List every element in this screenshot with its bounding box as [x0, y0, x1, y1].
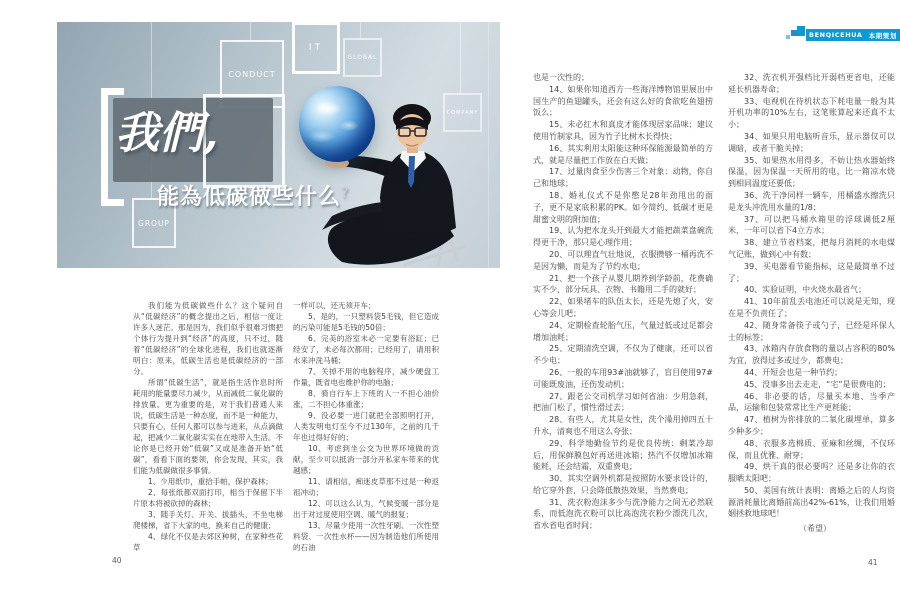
- paragraph: 1、少用纸巾，重拾手帕，保护森林；: [148, 477, 273, 486]
- paragraph: 50、美国有统计表明：离婚之后的人均资源消耗量比离婚前高出42%-61%，让我们用婚姻拯救地球吧！: [728, 485, 895, 519]
- hero-image: [57, 22, 500, 268]
- section-header-bar: [806, 29, 900, 41]
- paragraph: 47、植树为你排放的二氧化碳埋单，算多少种多少；: [728, 415, 895, 436]
- paragraph: 3、随手关灯、开关、拔插头，不坐电梯爬楼梯，省下大家的电，换来自己的健康；: [133, 510, 283, 530]
- header-section-title: 本期策划: [868, 31, 897, 40]
- paragraph: 一样可以，还无须开车；: [293, 301, 376, 310]
- paragraph: 6、完美的浴室未必一定要有浴缸；已经安了，未必每次都用；已经用了，请用积水来冲洗马桶；: [293, 334, 439, 365]
- paragraph: 16、其实利用太阳能这种环保能源最简单的方式，就是尽量把工作放在白天做；: [533, 143, 713, 165]
- paragraph: 30、其实空调外机都是按照防水要求设计的，给它穿外套，只会降低散热效果，当然费电；: [533, 474, 713, 495]
- paragraph: 22、如果堵车的队伍太长，还是先熄了火，安心等会儿吧；: [533, 297, 713, 318]
- paragraph: 33、电视机在待机状态下耗电量一般为其开机功率的10%左右，这笔账算起来还真不太小；: [728, 96, 895, 130]
- header-brand: BENQICEHUA: [809, 31, 863, 39]
- tag-label: GROUP: [138, 218, 170, 228]
- globe-graphic: [299, 86, 375, 162]
- mosaic-logo-icon: [785, 26, 805, 42]
- right-page-column-1: [533, 72, 713, 532]
- paragraph: 42、随身常备筷子或勺子，已经是环保人士的标签；: [728, 320, 895, 342]
- paragraph: 37、可以把马桶水箱里的浮球调低2厘米，一年可以省下4立方水；: [728, 214, 895, 236]
- paragraph: 41、10年前乱丢电池还可以说是无知，现在是不负责任了；: [728, 297, 895, 318]
- paragraph: 32、洗衣机开强档比开弱档更省电，还能延长机器寿命；: [728, 73, 895, 94]
- tag-label: COMPANY: [446, 109, 479, 116]
- paragraph: 8、骑自行车上下班的人一不担心油价涨，二不担心体重涨；: [293, 389, 439, 409]
- tag-label: GLOBAL: [347, 54, 378, 61]
- paragraph: 35、如果热水用得多，不妨让热水器始终保温，因为保温一天所用的电，比一箱凉水烧到相同温度还要低；: [728, 155, 895, 189]
- hero-subtitle-text: 能為低碳做些什么: [157, 185, 342, 210]
- paragraph: 13、尽量少使用一次性牙刷、一次性塑料袋、一次性水杯——因为制造他们所使用的石油: [293, 521, 439, 552]
- paragraph: 15、未必红木和真皮才能体现居家品味；建议使用竹制家具，因为竹子比树木长得快；: [533, 120, 713, 141]
- paragraph: 27、跟老公交司机学习如何省油：少用急刹，把油门松了，惯性滑过去；: [533, 391, 713, 413]
- paragraph: 25、定期清洗空调，不仅为了健康，还可以省不少电；: [533, 344, 713, 366]
- paragraph: 21、把一个孩子从婴儿期养到学龄前，花费确实不少，部分玩具、衣物、书籍用二手的就好；: [533, 273, 713, 295]
- paragraph: 14、如果你知道西方一些海洋博物馆里展出中国生产的鱼翅罐头，还会有这么好的食欲吃鱼翅捞饭么；: [533, 84, 713, 118]
- paragraph: 19、认为把水龙头开到最大才能把蔬菜盘碗洗得更干净，那只是心理作用；: [533, 226, 713, 248]
- paragraph: 所谓“低碳生活”，就是指生活作息时所耗用的能量要尽力减少，从而减低二氧化碳的排放量。更为重要的是，对于我们普通人来说，低碳生活是一种态度，而不是一种能力，只要有心，任何人都可以参与进来，从点滴做起，把减少二氧化碳实实在在地带入生活。不论你是已经开始“低碳”又或是准备开始“低碳”，看看下面的要领，你会发现，其实，我们能为低碳做很多事情。: [133, 378, 283, 475]
- paragraph: 29、科学地勤俭节约是优良传统：剩菜冷却后，用保鲜膜包好再送进冰箱；热汽不仅增加冰箱能耗，还会结霜，双重费电；: [533, 438, 713, 472]
- paragraph: 40、实验证明，中火烧水最省气；: [744, 285, 867, 295]
- hero-subtitle: [157, 180, 349, 211]
- paragraph: 49、烘干真的很必要吗？还是多让你的衣服晒太阳吧；: [728, 462, 895, 484]
- author-signature: （希望）: [799, 524, 831, 534]
- paragraph: 12、可以这么认为，气候变暖一部分是出于对过度使用空调、暖气的报复；: [293, 499, 439, 519]
- paragraph: 43、冰箱内存放食物的量以占容积的80%为宜，放得过多或过少，都费电；: [728, 344, 895, 366]
- hanging-line: [250, 22, 251, 40]
- tag-label: IT: [308, 43, 324, 53]
- paragraph: 38、建立节省档案，把每月消耗的水电煤气记账，做到心中有数；: [728, 238, 895, 259]
- paragraph: 9、没必要一进门就把全部照明打开，人类发明电灯至今不过130年，之前的几千年也过得好好的；: [293, 411, 439, 442]
- left-page-column-2: [293, 300, 439, 553]
- paragraph: 39、买电器看节能指标，这是最简单不过了；: [728, 261, 895, 283]
- paragraph: 48、衣服多选棉质、亚麻和丝绸，不仅环保，而且优雅、耐穿；: [728, 438, 895, 460]
- paragraph: 2、每张纸都双面打印，相当于保留下半片原本将被砍掉的森林；: [133, 488, 283, 508]
- question-mark: ?: [341, 185, 350, 201]
- right-page-column-2: [728, 72, 895, 535]
- paragraph: 10、考虑到坐公交为世界环境做的贡献，至少可以抵消一部分开私家车带来的优越感；: [293, 444, 439, 475]
- paragraph: 24、定期检查轮胎气压，气量过低或过足都会增加油耗；: [533, 320, 713, 342]
- paragraph: 5、是的，一只塑料袋5毛钱，但它造成的污染可能是5毛钱的50倍；: [293, 312, 439, 332]
- tag-frame-global: [343, 38, 382, 77]
- paragraph: 44、开短会也是一种节约；: [744, 367, 843, 377]
- paragraph: 46、非必要的话，尽量买本地、当季产品，运输和包装常常比生产更耗能；: [728, 391, 895, 413]
- paragraph: 18、婚礼仪式不是你憋足28年劲甩出的面子，更不是家底积累的PK。如今简约、低碳才更是甜蜜文明的附加值；: [533, 190, 713, 224]
- paragraph: 也是一次性的；: [533, 73, 589, 82]
- paragraph: 31、洗衣粉泡沫多少与洗净能力之间无必然联系，而低泡洗衣粉可以比高泡洗衣粉少漂洗几次，省水省电省时间；: [533, 497, 713, 531]
- paragraph: 11、请相信，痴迷皮草那不过是一种返祖冲动；: [293, 477, 439, 497]
- page-number-right: 41: [868, 558, 878, 567]
- page-number-left: 40: [112, 556, 122, 565]
- globe-continents: [299, 86, 375, 162]
- paragraph: 45、没事多出去走走，“宅”是很费电的；: [744, 379, 891, 389]
- hero-title: 我們,: [115, 108, 219, 159]
- hanging-line: [360, 22, 361, 38]
- paragraph: 26、一般的车用93#油就够了，盲目使用97#可能既废油，还伤发动机；: [533, 367, 713, 389]
- left-page-column-1: [133, 300, 283, 553]
- paragraph: 我们能为低碳做些什么？这个疑问自从“低碳经济”的概念提出之后，相信一度让许多人迷茫。那是因为，我们似乎很难习惯把个体行为提升到“经济”的高度，只不过，随着“低碳经济”的全球化进程，我们也就逐渐明白：原来，低碳生活也是低碳经济的一部分。: [133, 301, 283, 376]
- paragraph: 4、绿化不仅是去郊区种树，在家种些花草: [133, 532, 283, 552]
- paragraph: 34、如果只用电脑听音乐，显示器仅可以调暗，或者干脆关掉；: [728, 131, 895, 153]
- paragraph: 28、有些人，尤其是女性，洗个澡用掉四五十升水，清爽也不用这么夸张；: [533, 415, 713, 436]
- tag-frame-it: [292, 22, 340, 74]
- paragraph: 7、关掉不用的电脑程序，减少硬盘工作量，既省电也维护你的电脑；: [293, 367, 439, 387]
- tag-frame-company: [443, 93, 482, 132]
- paragraph: 36、洗干净同样一辆车，用桶盛水擦洗只是龙头冲洗用水量的1/8；: [728, 190, 895, 212]
- paragraph: 17、过量肉食至少伤害三个对象：动物，你自己和地球；: [533, 167, 713, 189]
- paragraph: 20、可以理直气壮地说，衣服攒够一桶再洗不是因为懒，而是为了节约水电；: [533, 249, 713, 271]
- tag-label: CONDUCT: [228, 69, 276, 79]
